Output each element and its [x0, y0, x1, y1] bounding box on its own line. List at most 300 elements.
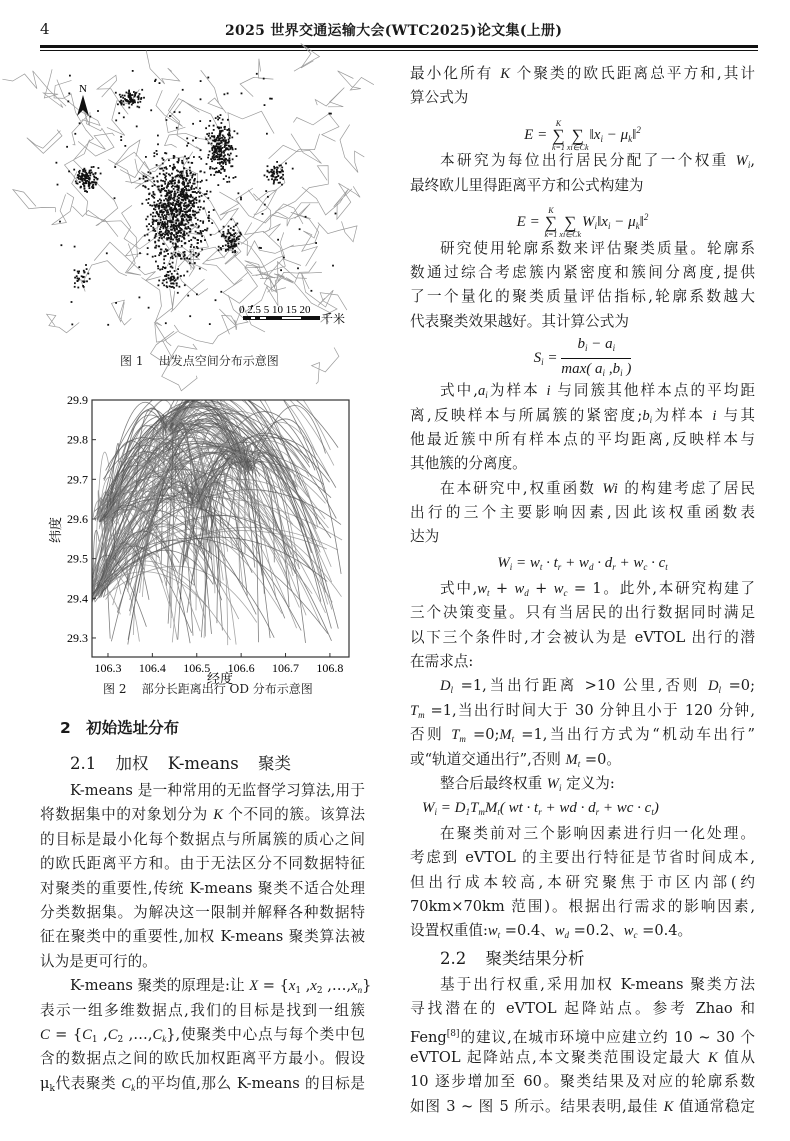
origin-point [166, 187, 168, 189]
origin-point [208, 154, 210, 156]
origin-point [178, 160, 180, 162]
origin-point [197, 206, 199, 208]
origin-point [184, 177, 186, 179]
origin-point [273, 166, 275, 168]
origin-point [233, 226, 235, 228]
origin-point [68, 171, 70, 173]
origin-point [186, 233, 188, 235]
origin-point [160, 249, 162, 251]
text-line: 式中$,a_i$为样本 i 与同簇其他样本点的平均距 [440, 382, 756, 401]
origin-point [67, 101, 69, 103]
origin-point [332, 265, 334, 267]
origin-point [167, 249, 169, 251]
text-line: 出行的三个主要影响因素,因此该权重函数表 [410, 504, 755, 522]
left-column-body [40, 779, 372, 1096]
origin-point [279, 182, 281, 184]
origin-point [224, 126, 226, 128]
origin-point [175, 252, 177, 254]
origin-point [163, 187, 165, 189]
origin-point [305, 216, 307, 218]
origin-point [83, 272, 85, 274]
origin-point [178, 230, 180, 232]
origin-point [223, 233, 225, 235]
origin-point [165, 227, 167, 229]
origin-point [148, 188, 150, 190]
origin-point [223, 178, 225, 180]
origin-point [156, 219, 158, 221]
origin-point [218, 143, 220, 145]
origin-point [190, 217, 192, 219]
origin-point [193, 246, 195, 248]
formula: $W_i = D_1T_mM_t$( wt · $t_r$ + wd · $d_r$ + wc · $c_t$) [422, 800, 659, 818]
origin-point [228, 141, 230, 143]
boundary-line [240, 59, 273, 97]
origin-point [185, 194, 187, 196]
origin-point [235, 224, 237, 226]
origin-point [158, 213, 160, 215]
origin-point [74, 133, 76, 135]
origin-point [179, 213, 181, 215]
origin-point [106, 252, 108, 254]
origin-point [184, 156, 186, 158]
origin-point [141, 89, 143, 91]
origin-point [174, 249, 176, 251]
origin-point [215, 117, 217, 119]
origin-point [205, 127, 207, 129]
boundary-line [293, 114, 339, 142]
boundary-line [225, 111, 274, 133]
origin-point [220, 114, 222, 116]
boundary-line [312, 348, 339, 385]
origin-point [209, 323, 211, 325]
origin-point [188, 235, 190, 237]
boundary-line [2, 71, 66, 106]
origin-point [177, 292, 179, 294]
origin-point [180, 275, 182, 277]
origin-point [89, 175, 91, 177]
origin-point [181, 258, 183, 260]
origin-point [146, 225, 148, 227]
origin-point [114, 197, 116, 199]
origin-point [154, 152, 156, 154]
origin-point [221, 122, 223, 124]
origin-point [176, 220, 178, 222]
origin-point [148, 198, 150, 200]
origin-point [175, 243, 177, 245]
origin-point [232, 149, 234, 151]
origin-point [163, 159, 165, 161]
origin-point [161, 168, 163, 170]
origin-point [92, 186, 94, 188]
origin-point [190, 239, 192, 241]
origin-point [134, 93, 136, 95]
origin-point [207, 217, 209, 219]
origin-point [256, 73, 258, 75]
origin-point [81, 180, 83, 182]
origin-point [197, 232, 199, 234]
origin-point [71, 324, 73, 326]
origin-point [199, 187, 201, 189]
origin-point [219, 158, 221, 160]
origin-point [128, 103, 130, 105]
origin-point [218, 231, 220, 233]
origin-point [264, 204, 266, 206]
text-line: 认为是更可行的。 [40, 952, 157, 970]
origin-point [268, 172, 270, 174]
origin-point [203, 201, 205, 203]
origin-point [166, 211, 168, 213]
y-tick-label: 29.5 [67, 551, 88, 566]
origin-point [122, 100, 124, 102]
origin-point [160, 226, 162, 228]
origin-point [223, 235, 225, 237]
origin-point [233, 238, 235, 240]
origin-point [159, 82, 161, 84]
origin-point [182, 89, 184, 91]
origin-point [152, 256, 154, 258]
origin-point [98, 167, 100, 169]
boundary-line [81, 261, 127, 292]
origin-point [225, 249, 227, 251]
origin-point [144, 186, 146, 188]
origin-point [128, 101, 130, 103]
origin-point [153, 197, 155, 199]
origin-point [222, 245, 224, 247]
origin-point [158, 215, 160, 217]
origin-point [73, 169, 75, 171]
boundary-line [114, 140, 161, 170]
origin-point [214, 141, 216, 143]
origin-point [178, 189, 180, 191]
origin-point [138, 95, 140, 97]
origin-point [190, 195, 192, 197]
origin-point [220, 165, 222, 167]
text-line: 达为 [410, 528, 440, 546]
origin-point [145, 156, 147, 158]
origin-point [232, 240, 234, 242]
origin-point [163, 259, 165, 261]
origin-point [177, 162, 179, 164]
origin-point [156, 153, 158, 155]
origin-point [158, 189, 160, 191]
origin-point [188, 227, 190, 229]
origin-point [220, 127, 222, 129]
origin-point [277, 175, 279, 177]
origin-point [141, 97, 143, 99]
origin-point [169, 285, 171, 287]
text-line: K-means 聚类的原理是:让 $X = \{x_1$ $,x_2$ $,\dots,x_n$} [70, 977, 372, 997]
origin-point [150, 225, 152, 227]
origin-point [164, 190, 166, 192]
origin-point [196, 256, 198, 258]
origin-point [266, 133, 268, 135]
origin-point [161, 190, 163, 192]
origin-point [217, 156, 219, 158]
origin-point [165, 275, 167, 277]
origin-point [174, 200, 176, 202]
origin-point [171, 173, 173, 175]
origin-point [189, 182, 191, 184]
origin-point [148, 223, 150, 225]
origin-point [230, 148, 232, 150]
origin-point [218, 249, 220, 251]
origin-point [217, 162, 219, 164]
boundary-line [95, 181, 119, 237]
origin-point [120, 96, 122, 98]
origin-point [219, 163, 221, 165]
origin-point [161, 210, 163, 212]
origin-point [236, 223, 238, 225]
origin-point [180, 228, 182, 230]
origin-point [178, 197, 180, 199]
origin-point [212, 168, 214, 170]
origin-point [166, 213, 168, 215]
origin-point [191, 224, 193, 226]
origin-point [198, 211, 200, 213]
origin-point [240, 197, 242, 199]
origin-point [78, 272, 80, 274]
origin-point [170, 203, 172, 205]
origin-point [188, 185, 190, 187]
origin-point [271, 178, 273, 180]
origin-point [234, 251, 236, 253]
origin-point [224, 170, 226, 172]
origin-point [220, 140, 222, 142]
origin-point [145, 218, 147, 220]
origin-point [223, 231, 225, 233]
boundary-line [201, 70, 227, 113]
origin-point [174, 225, 176, 227]
text-line: 考虑到 eVTOL 的主要出行特征是节省时间成本, [410, 849, 755, 867]
text-line: 表示一组多维数据点,我们的目标是找到一组簇 [40, 1001, 365, 1019]
text-line: 研究使用轮廓系数来评估聚类质量。轮廓系 [440, 239, 755, 257]
origin-point [171, 276, 173, 278]
origin-point [159, 211, 161, 213]
origin-point [179, 195, 181, 197]
origin-point [161, 214, 163, 216]
origin-point [188, 162, 190, 164]
text-line: 算公式为 [410, 89, 469, 107]
origin-point [174, 167, 176, 169]
origin-point [188, 157, 190, 159]
origin-point [164, 234, 166, 236]
origin-point [223, 226, 225, 228]
origin-point [208, 220, 210, 222]
origin-point [259, 247, 261, 249]
origin-point [74, 282, 76, 284]
origin-point [227, 233, 229, 235]
origin-point [213, 129, 215, 131]
origin-point [164, 206, 166, 208]
origin-point [229, 247, 231, 249]
origin-point [276, 169, 278, 171]
origin-point [197, 181, 199, 183]
origin-points [56, 70, 337, 326]
origin-point [155, 79, 157, 81]
origin-point [174, 228, 176, 230]
origin-point [168, 205, 170, 207]
origin-point [177, 241, 179, 243]
origin-point [225, 244, 227, 246]
origin-point [184, 243, 186, 245]
origin-point [88, 181, 90, 183]
origin-point [152, 212, 154, 214]
origin-point [217, 147, 219, 149]
origin-point [236, 239, 238, 241]
origin-point [186, 145, 188, 147]
origin-point [164, 251, 166, 253]
boundary-line [112, 300, 132, 325]
y-tick-label: 29.7 [67, 472, 88, 487]
origin-point [273, 183, 275, 185]
origin-point [171, 266, 173, 268]
origin-point [76, 182, 78, 184]
origin-point [206, 190, 208, 192]
origin-point [78, 174, 80, 176]
origin-point [158, 280, 160, 282]
origin-point [225, 175, 227, 177]
origin-point [154, 184, 156, 186]
origin-point [222, 135, 224, 137]
origin-point [161, 206, 163, 208]
origin-point [139, 178, 141, 180]
origin-point [232, 158, 234, 160]
origin-point [122, 97, 124, 99]
origin-point [270, 171, 272, 173]
origin-point [186, 219, 188, 221]
origin-point [178, 158, 180, 160]
origin-point [57, 184, 59, 186]
origin-point [162, 266, 164, 268]
origin-point [211, 132, 213, 134]
origin-point [228, 231, 230, 233]
origin-point [85, 176, 87, 178]
origin-point [201, 235, 203, 237]
origin-point [217, 184, 219, 186]
origin-point [189, 189, 191, 191]
origin-point [83, 270, 85, 272]
boundary-line [236, 188, 303, 224]
origin-point [163, 205, 165, 207]
origin-point [179, 175, 181, 177]
origin-point [218, 170, 220, 172]
origin-point [225, 163, 227, 165]
origin-point [163, 284, 165, 286]
subsection-heading: 2.2 聚类结果分析 [440, 948, 585, 968]
origin-point [233, 236, 235, 238]
origin-point [170, 238, 172, 240]
origin-point [177, 268, 179, 270]
origin-point [152, 191, 154, 193]
origin-point [228, 225, 230, 227]
origin-point [179, 211, 181, 213]
origin-point [237, 236, 239, 238]
text-line: 如图 3 ~ 图 5 所示。结果表明,最佳 K 值通常稳定 [410, 1097, 755, 1115]
origin-point [170, 194, 172, 196]
origin-point [214, 168, 216, 170]
origin-point [180, 171, 182, 173]
origin-point [131, 104, 133, 106]
origin-point [237, 133, 239, 135]
origin-point [191, 177, 193, 179]
origin-point [187, 271, 189, 273]
origin-point [273, 171, 275, 173]
origin-point [178, 180, 180, 182]
origin-point [230, 219, 232, 221]
text-line: 离,反映样本与所属簇的紧密度$;b_i$为样本 i 与其 [410, 406, 756, 425]
boundary-line [209, 192, 239, 234]
y-axis-label: 纬度 [48, 516, 63, 544]
origin-point [215, 299, 217, 301]
boundary-line [47, 314, 80, 333]
page-number: 4 [40, 20, 50, 38]
origin-point [164, 174, 166, 176]
origin-point [186, 185, 188, 187]
origin-point [184, 284, 186, 286]
origin-point [224, 145, 226, 147]
origin-point [175, 256, 177, 258]
origin-point [196, 202, 198, 204]
origin-point [211, 143, 213, 145]
origin-point [152, 185, 154, 187]
origin-point [213, 125, 215, 127]
origin-point [235, 148, 237, 150]
text-line: 最小化所有 K 个聚类的欧氏距离总平方和,其计 [410, 65, 756, 82]
origin-point [206, 163, 208, 165]
origin-point [206, 193, 208, 195]
origin-point [210, 234, 212, 236]
origin-point [147, 216, 149, 218]
origin-point [188, 180, 190, 182]
origin-point [152, 223, 154, 225]
origin-point [136, 126, 138, 128]
origin-point [190, 187, 192, 189]
origin-point [206, 179, 208, 181]
origin-point [160, 219, 162, 221]
origin-point [147, 234, 149, 236]
origin-point [88, 172, 90, 174]
origin-point [195, 137, 197, 139]
origin-point [133, 91, 135, 93]
origin-point [181, 189, 183, 191]
origin-point [335, 213, 337, 215]
origin-point [154, 215, 156, 217]
origin-point [157, 143, 159, 145]
origin-point [221, 161, 223, 163]
origin-point [137, 106, 139, 108]
origin-point [179, 203, 181, 205]
text-line: 将数据集中的对象划分为 K 个不同的簇。该算法 [40, 806, 365, 824]
origin-point [285, 163, 287, 165]
origin-point [179, 111, 181, 113]
origin-point [186, 189, 188, 191]
origin-point [209, 120, 211, 122]
subsection-heading: 2.1 加权 K-means 聚类 [70, 754, 292, 773]
origin-point [84, 187, 86, 189]
origin-point [196, 293, 198, 295]
origin-point [177, 246, 179, 248]
origin-point [227, 248, 229, 250]
y-tick-label: 29.6 [67, 511, 88, 526]
origin-point [189, 202, 191, 204]
origin-point [93, 179, 95, 181]
origin-point [121, 104, 123, 106]
origin-point [219, 134, 221, 136]
origin-point [234, 243, 236, 245]
origin-point [192, 183, 194, 185]
origin-point [126, 92, 128, 94]
origin-point [175, 216, 177, 218]
